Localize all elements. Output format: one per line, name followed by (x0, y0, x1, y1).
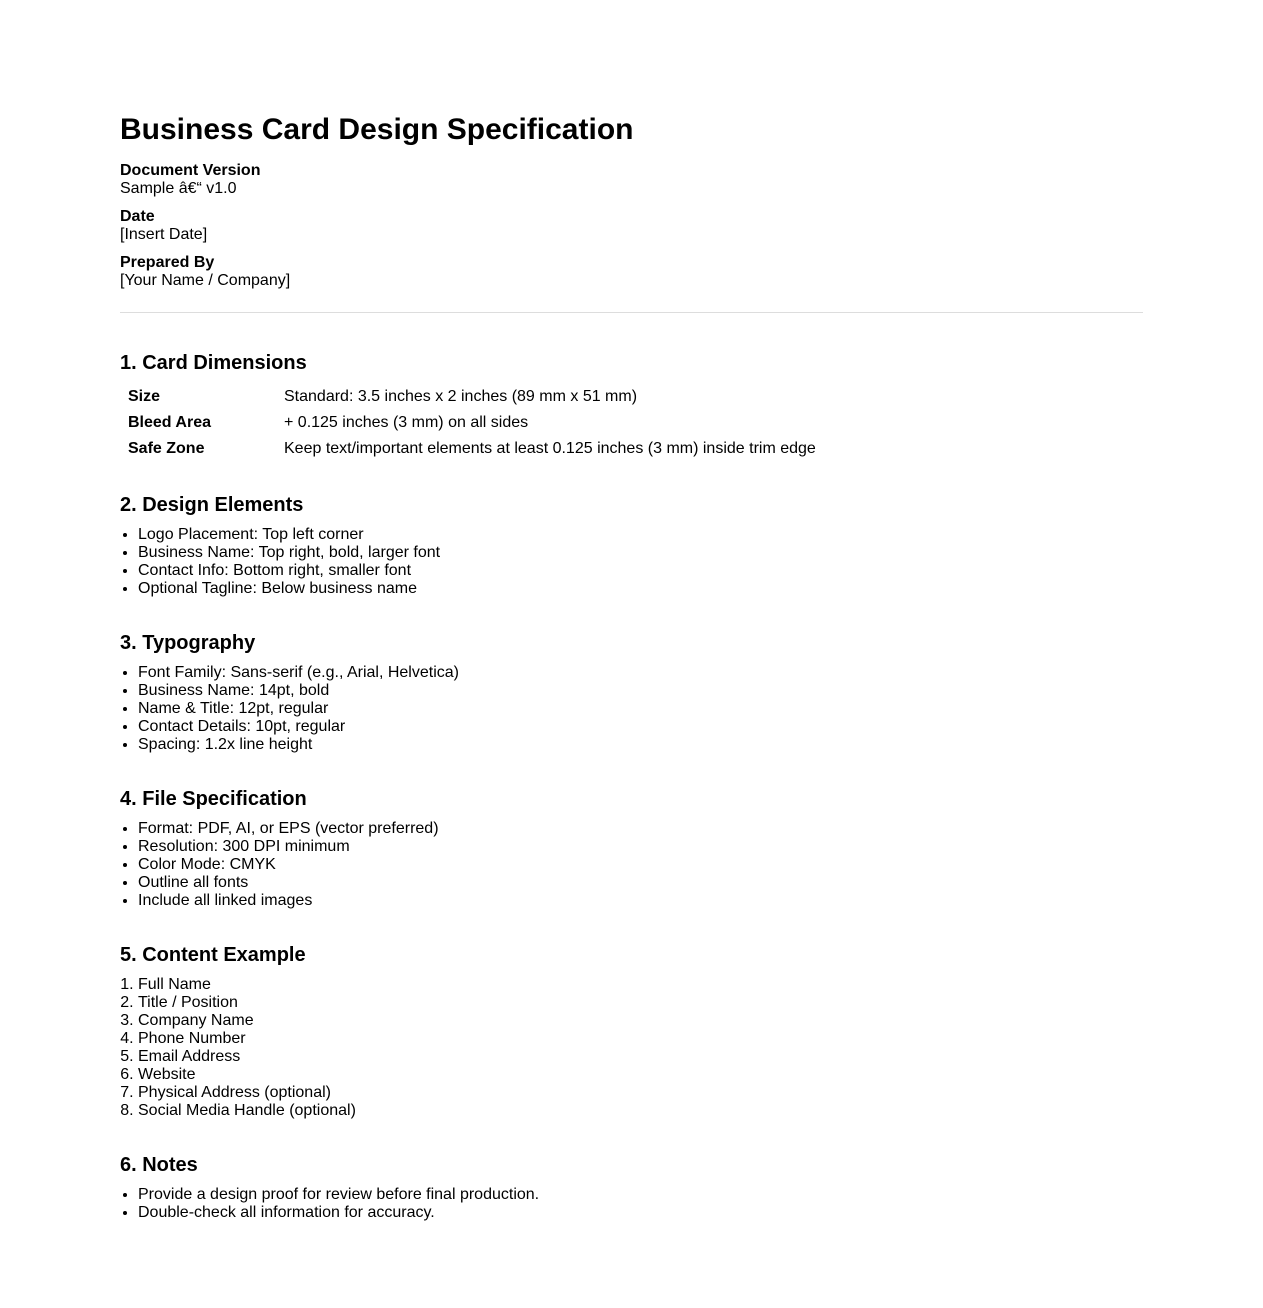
list-item: • Logo Placement: Top left corner (138, 526, 1143, 544)
list-item: • Contact Info: Bottom right, smaller font (138, 562, 1143, 580)
list-item: • Outline all fonts (138, 874, 1143, 892)
file-spec-list (120, 820, 1143, 910)
meta-version (120, 162, 290, 198)
section-heading: 4. File Specification (120, 788, 307, 810)
content-list (120, 976, 1143, 1120)
section-heading: 6. Notes (120, 1154, 198, 1176)
list-item: 8. Social Media Handle (optional) (138, 1102, 1143, 1120)
meta-value: [Insert Date] (120, 226, 208, 243)
section-notes (120, 1153, 1143, 1222)
row-key: Safe Zone (128, 440, 205, 457)
list-item: 2. Title / Position (138, 994, 1143, 1012)
list-item: • Business Name: 14pt, bold (138, 682, 1143, 700)
row-key: Size (128, 388, 161, 405)
section-file-specification (120, 787, 1143, 910)
meta-date (120, 208, 290, 244)
list-item: • Format: PDF, AI, or EPS (vector preferred) (138, 820, 1143, 838)
meta-label: Date (120, 208, 155, 225)
section-heading: 3. Typography (120, 632, 256, 654)
list-item: 3. Company Name (138, 1012, 1143, 1030)
dimensions-table (120, 384, 824, 462)
divider (120, 312, 1143, 313)
design-list (120, 526, 1143, 598)
section-card-dimensions (120, 351, 1143, 462)
list-item: • Resolution: 300 DPI minimum (138, 838, 1143, 856)
meta-label: Prepared By (120, 254, 215, 271)
row-value: + 0.125 inches (3 mm) on all sides (284, 414, 529, 431)
section-content-example (120, 943, 1143, 1120)
document-meta (120, 162, 290, 300)
list-item: • Provide a design proof for review before final production. (138, 1186, 1143, 1204)
section-heading: 2. Design Elements (120, 494, 304, 516)
meta-prepared-by (120, 254, 290, 290)
list-item: 7. Physical Address (optional) (138, 1084, 1143, 1102)
list-item: 5. Email Address (138, 1048, 1143, 1066)
row-value: Standard: 3.5 inches x 2 inches (89 mm x 51 mm) (284, 388, 638, 405)
row-key: Bleed Area (128, 414, 211, 431)
meta-label: Document Version (120, 162, 261, 179)
list-item: • Double-check all information for accuracy. (138, 1204, 1143, 1222)
list-item: • Color Mode: CMYK (138, 856, 1143, 874)
section-heading: 5. Content Example (120, 944, 306, 966)
table-row (120, 410, 824, 436)
notes-list (120, 1186, 1143, 1222)
meta-value: Sample â€“ v1.0 (120, 180, 237, 197)
list-item: 6. Website (138, 1066, 1143, 1084)
typography-list (120, 664, 1143, 754)
page-title: Business Card Design Specification (120, 113, 634, 146)
list-item: • Contact Details: 10pt, regular (138, 718, 1143, 736)
table-row (120, 384, 824, 410)
list-item: • Name & Title: 12pt, regular (138, 700, 1143, 718)
table-row (120, 436, 824, 462)
list-item: • Business Name: Top right, bold, larger font (138, 544, 1143, 562)
section-design-elements (120, 493, 1143, 598)
list-item: • Font Family: Sans-serif (e.g., Arial, Helvetica) (138, 664, 1143, 682)
list-item: 4. Phone Number (138, 1030, 1143, 1048)
section-heading: 1. Card Dimensions (120, 352, 307, 374)
list-item: • Include all linked images (138, 892, 1143, 910)
list-item: 1. Full Name (138, 976, 1143, 994)
section-typography (120, 631, 1143, 754)
list-item: • Optional Tagline: Below business name (138, 580, 1143, 598)
list-item: • Spacing: 1.2x line height (138, 736, 1143, 754)
meta-value: [Your Name / Company] (120, 272, 291, 289)
row-value: Keep text/important elements at least 0.125 inches (3 mm) inside trim edge (284, 440, 816, 457)
